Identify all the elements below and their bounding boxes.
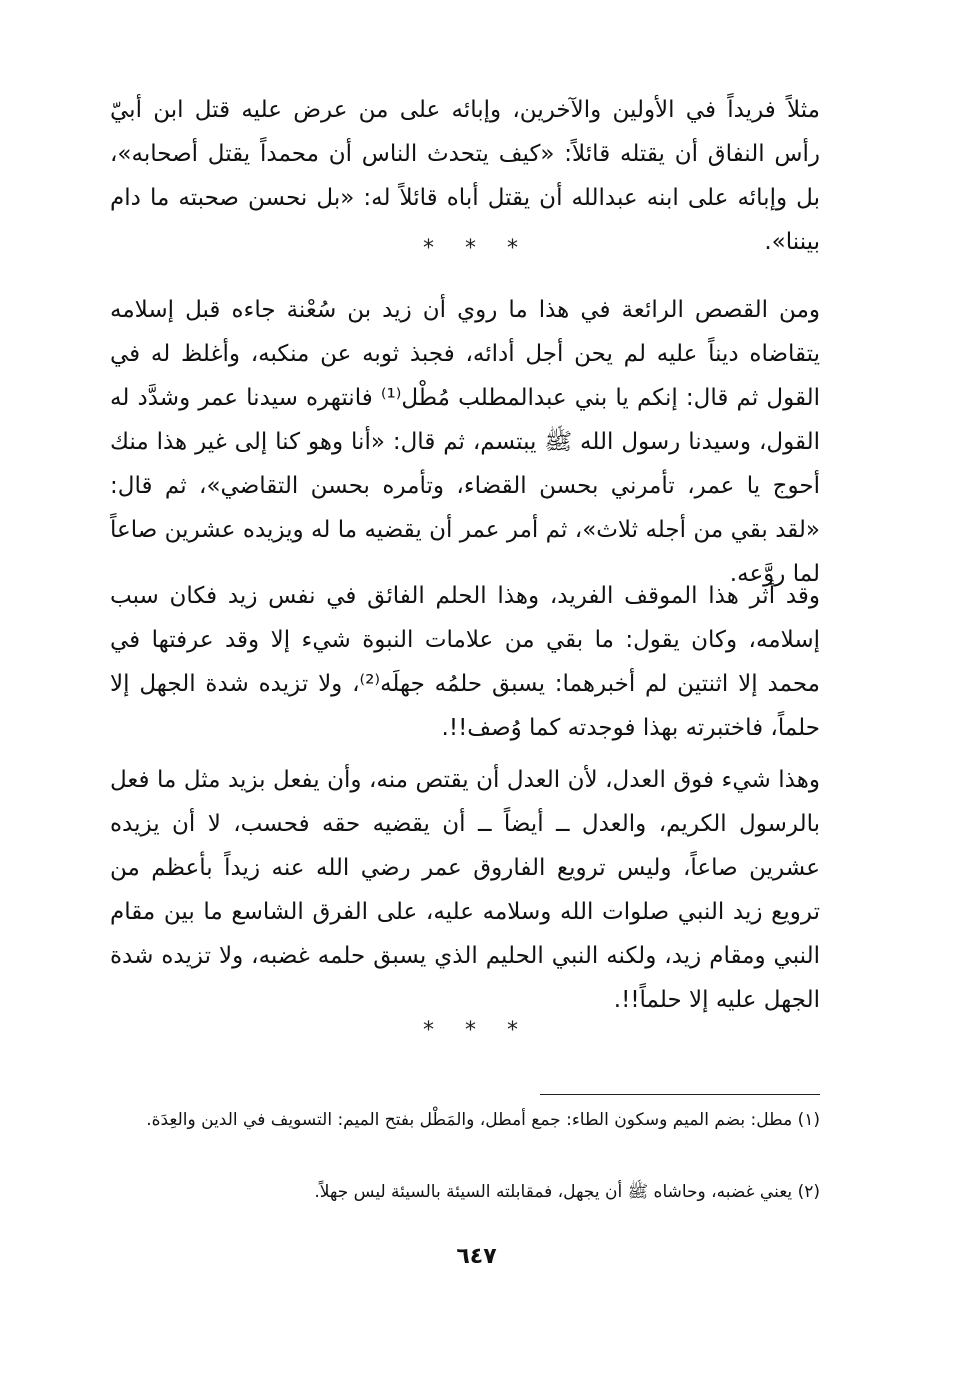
page-number: ٦٤٧ bbox=[456, 1244, 497, 1269]
footnote-divider bbox=[540, 1094, 820, 1095]
paragraph-2: ومن القصص الرائعة في هذا ما روي أن زيد بن سُعْنة جاءه قبل إسلامه يتقاضاه ديناً عليه لم يحن أجل أدائه، فجبذ ثوبه عن منكبه، وأغلظ له في القول ثم قال: إنكم يا بني عبدالمطلب مُطْل⁽¹⁾ فانتهره سيدنا عمر وشدَّد له القول، وسيدنا رسول الله ﷺ يبتسم، ثم قال: «أنا وهو كنا إلى غير هذا منك أحوج يا عمر، تأمرني بحسن القضاء، وتأمره بحسن التقاضي»، ثم قال: «لقد بقي من أجله ثلاث»، ثم أمر عمر أن يقضيه ما له ويزيده عشرين صاعاً لما روَّعه. bbox=[110, 297, 821, 587]
section-separator-1: * * * bbox=[423, 236, 530, 261]
footnote-2: (٢) يعني غضبه، وحاشاه ﷺ أن يجهل، فمقابلته السيئة بالسيئة ليس جهلاً. bbox=[314, 1182, 820, 1202]
paragraph-3: وقد أثر هذا الموقف الفريد، وهذا الحلم الفائق في نفس زيد فكان سبب إسلامه، وكان يقول: ما بقي من علامات النبوة شيء إلا وقد عرفتها في محمد إلا اثنتين لم أخبرهما: يسبق حلمُه جهلَه⁽²⁾، ولا تزيده شدة الجهل إلا حلماً، فاختبرته بهذا فوجدته كما وُصف!!. bbox=[110, 583, 820, 741]
paragraph-4: وهذا شيء فوق العدل، لأن العدل أن يقتص منه، وأن يفعل بزيد مثل ما فعل بالرسول الكريم، والعدل ــ أيضاً ــ أن يقضيه حقه فحسب، لا أن يزيده عشرين صاعاً، وليس ترويع الفاروق عمر رضي الله عنه زيداً بأعظم من ترويع زيد النبي صلوات الله وسلامه عليه، على الفرق الشاسع ما بين مقام النبي ومقام زيد، ولكنه النبي الحليم الذي يسبق حلمه غضبه، ولا تزيده شدة الجهل عليه إلا حلماً!!. bbox=[110, 767, 820, 1013]
footnote-1: (١) مطل: بضم الميم وسكون الطاء: جمع أمطل، والمَطْل بفتح الميم: التسويف في الدين والعِدَة. bbox=[146, 1110, 820, 1130]
paragraph-1: مثلاً فريداً في الأولين والآخرين، وإبائه على من عرض عليه قتل ابن أبيّ رأس النفاق أن يقتله قائلاً: «كيف يتحدث الناس أن محمداً يقتل أصحابه»، بل وإبائه على ابنه عبدالله أن يقتل أباه قائلاً له: «بل نحسن صحبته ما دام بيننا». bbox=[110, 97, 820, 255]
section-separator-2: * * * bbox=[423, 1018, 530, 1043]
